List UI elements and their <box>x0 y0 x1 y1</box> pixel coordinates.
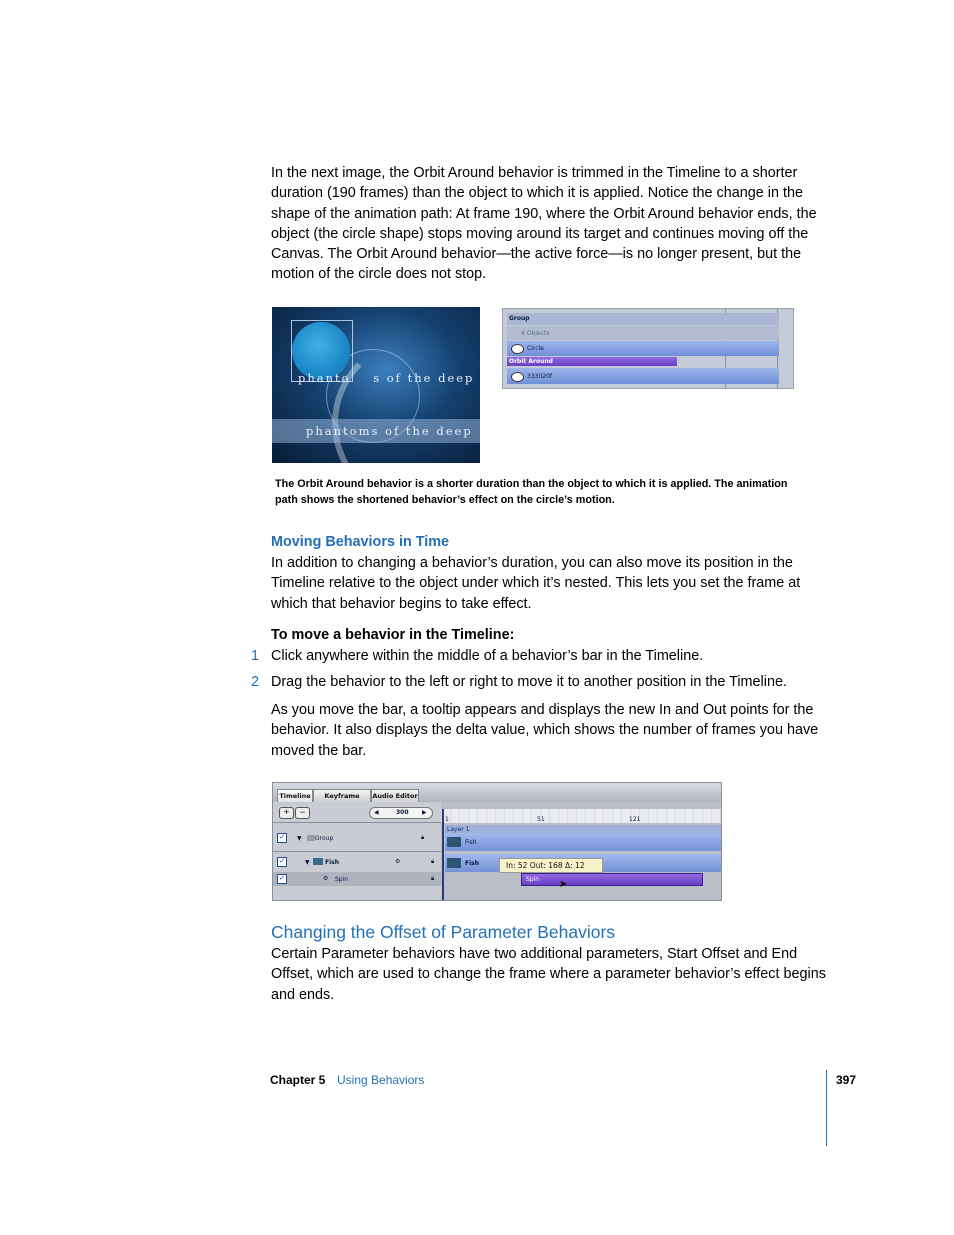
track-label: 333020f <box>527 373 553 380</box>
checkbox-spin[interactable]: ✓ <box>277 874 287 884</box>
canvas-screenshot <box>272 307 480 463</box>
time-ruler[interactable] <box>441 809 721 823</box>
section-heading: Moving Behaviors in Time <box>271 534 450 550</box>
behavior-bar-spin[interactable] <box>521 873 703 886</box>
fish-thumbnail-icon <box>447 858 461 868</box>
folder-icon <box>307 835 315 841</box>
layer-name-fish: Fish <box>325 859 339 866</box>
chevron-right-icon[interactable]: ▶ <box>422 809 427 816</box>
caption-line: The Orbit Around behavior is a shorter duration than the object to which it is applied. The animation <box>275 478 788 490</box>
track-label: Fish <box>465 839 477 846</box>
footer-chapter-title[interactable]: Using Behaviors <box>337 1073 425 1087</box>
cursor-arrow-icon: ➤ <box>559 879 568 890</box>
tab-timeline[interactable]: Timeline <box>277 789 313 802</box>
playhead[interactable] <box>442 809 444 900</box>
add-icon[interactable]: + <box>279 807 294 819</box>
track-fish[interactable] <box>445 833 721 851</box>
gear-icon[interactable]: ⚙ <box>395 858 401 865</box>
canvas-subtitle-text: phantoms of the deep <box>306 424 473 438</box>
disclosure-icon[interactable]: ▼ <box>305 859 310 866</box>
row-spin[interactable] <box>273 872 441 886</box>
fish-thumbnail-icon <box>447 837 461 847</box>
track-label: Circle <box>527 345 544 352</box>
lock-icon[interactable]: 🔒︎ <box>421 834 425 841</box>
gear-icon[interactable]: ⚙ <box>323 875 329 882</box>
layer-track[interactable] <box>445 825 721 833</box>
lock-icon[interactable]: 🔒︎ <box>431 875 435 882</box>
tab-keyframe-editor[interactable]: Keyframe <box>313 789 371 802</box>
track-label: Layer 1 <box>447 826 470 833</box>
track-color-object[interactable] <box>507 368 779 384</box>
ruler-tick-label: 1 <box>445 816 449 823</box>
section-heading: Changing the Offset of Parameter Behaviors <box>271 922 616 942</box>
lock-icon[interactable]: 🔒︎ <box>431 858 435 865</box>
step-number: 1 <box>251 648 260 664</box>
checkbox-group[interactable]: ✓ <box>277 833 287 843</box>
track-label: Spin <box>526 876 540 883</box>
section-paragraph: In addition to changing a behavior’s duration, you can also move its position in the Timeline relative to the object under which it’s nested. This lets you set the frame at which that behavior begins to take effect. <box>271 555 801 612</box>
after-steps-paragraph: As you move the bar, a tooltip appears and displays the new In and Out points for the behavior. It also displays the delta value, which shows the number of frames you have moved the bar. <box>271 702 819 759</box>
task-heading: To move a behavior in the Timeline: <box>271 627 515 643</box>
track-label: Orbit Around <box>509 358 553 365</box>
footer-rule <box>826 1070 827 1146</box>
layer-name-spin: Spin <box>335 876 349 883</box>
ruler-tick-label: 121 <box>629 816 641 823</box>
track-label: 4 Objects <box>521 330 550 337</box>
step-text: Drag the behavior to the left or right to move it to another position in the Timeline. <box>271 674 787 690</box>
track-objects[interactable] <box>507 326 779 340</box>
section-paragraph: Certain Parameter behaviors have two additional parameters, Start Offset and End Offset, which are used to change the frame where a parameter behavior’s effect begins and ends. <box>271 946 826 1003</box>
track-circle[interactable] <box>507 341 779 356</box>
tooltip: In: 52 Out: 168 Δ: 12 <box>499 858 603 873</box>
zoom-slider[interactable] <box>369 807 433 819</box>
divider <box>273 851 441 852</box>
layer-name-group: Group <box>315 835 334 842</box>
checkbox-fish[interactable]: ✓ <box>277 857 287 867</box>
fish-thumbnail-icon <box>313 858 323 865</box>
ruler-tick-label: 51 <box>537 816 545 823</box>
timeline-screenshot <box>272 782 722 901</box>
timeline-screenshot-small <box>502 308 794 389</box>
zoom-value: 300 <box>396 809 409 816</box>
tab-audio-editor[interactable]: Audio Editor <box>371 789 419 802</box>
intro-paragraph: In the next image, the Orbit Around behavior is trimmed in the Timeline to a shorter duration (190 frames) than the object to which it is applied. Notice the change in the shape of the animation path: At frame 190, where the Orbit Around behavior ends, the object (the circle shape) stops moving around its target and continues moving off the Canvas. The Orbit Around behavior—the active force—is no longer present, but the motion of the circle does not stop. <box>271 165 817 283</box>
divider <box>273 822 441 823</box>
canvas-title-text: phanto s of the deep <box>298 371 475 385</box>
track-label: Fish <box>465 860 479 867</box>
footer-chapter: Chapter 5 <box>270 1073 326 1087</box>
remove-icon[interactable]: − <box>295 807 310 819</box>
step-number: 2 <box>251 674 260 690</box>
step-text: Click anywhere within the middle of a behavior’s bar in the Timeline. <box>271 648 704 664</box>
caption-line: path shows the shortened behavior’s effect on the circle’s motion. <box>275 493 615 506</box>
behavior-bar-orbit-around[interactable] <box>507 357 677 366</box>
object-thumbnail-icon <box>511 372 524 382</box>
track-group[interactable] <box>507 313 779 325</box>
figure-caption <box>275 477 795 508</box>
chevron-left-icon[interactable]: ◀ <box>374 809 379 816</box>
disclosure-icon[interactable]: ▼ <box>297 835 302 842</box>
page-number: 397 <box>836 1073 857 1087</box>
circle-thumbnail-icon <box>511 344 524 354</box>
track-label: Group <box>509 315 530 322</box>
